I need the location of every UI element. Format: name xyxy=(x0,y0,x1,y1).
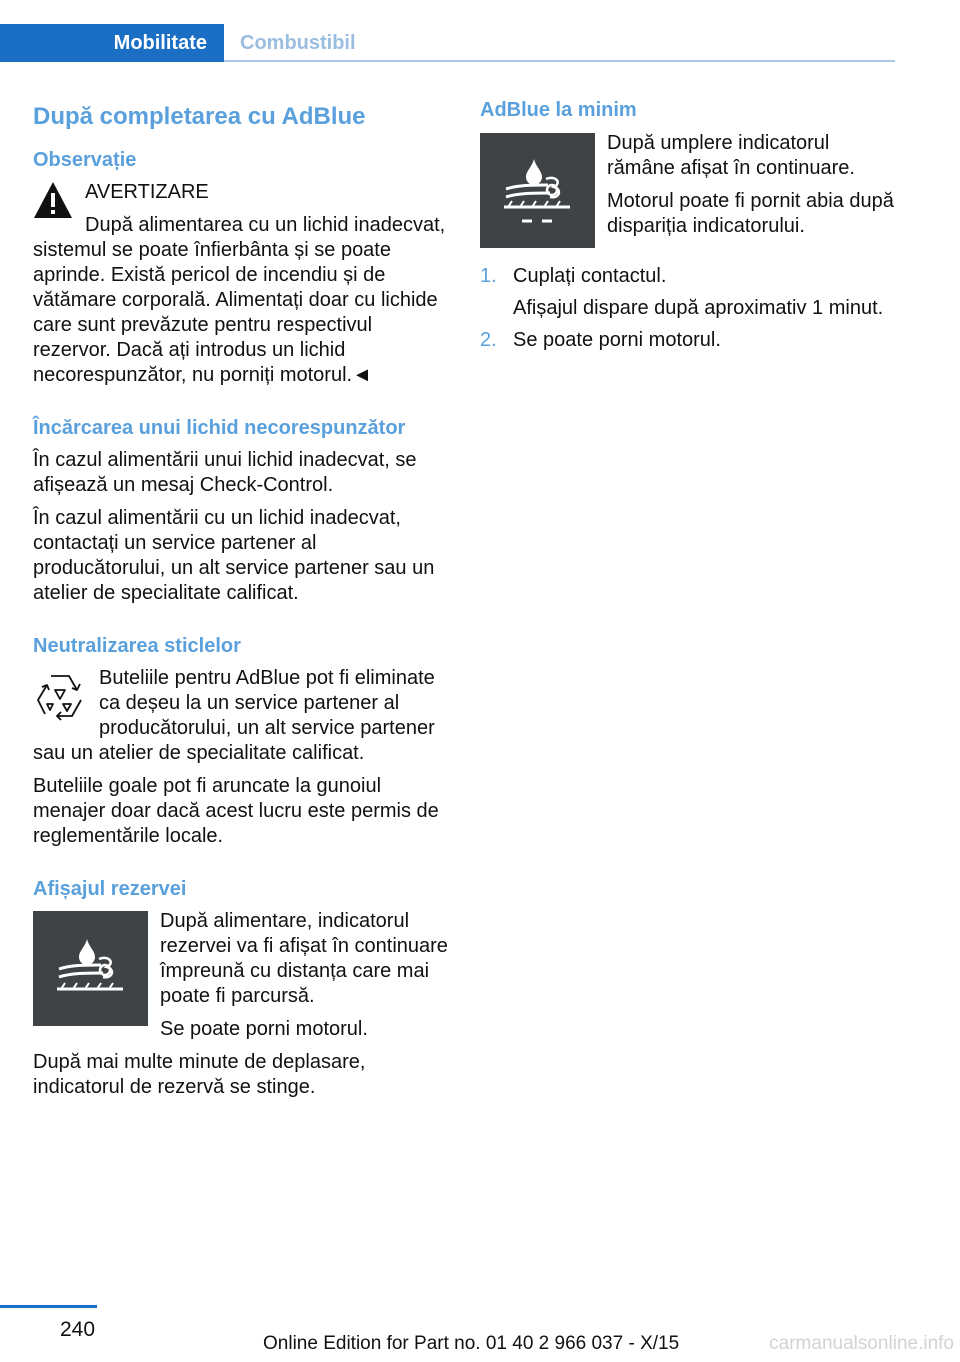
bottles-text-2: Buteliile goale pot fi aruncate la gunoiul menajer doar dacă acest lucru este permis de reglementările locale. xyxy=(33,775,439,847)
observation-heading: Observație xyxy=(33,149,137,171)
list-item xyxy=(480,264,900,321)
right-column xyxy=(480,98,900,360)
tab-mobilitate[interactable]: Mobilitate xyxy=(0,24,224,62)
adblue-min-text-2: Motorul poate fi pornit abia după dispariția indicatorului. xyxy=(607,190,894,237)
wrong-liquid-text-1: În cazul alimentării unui lichid inadecvat, se afișează un mesaj Check-Control. xyxy=(33,449,417,496)
adblue-min-heading: AdBlue la minim xyxy=(480,99,637,121)
recycle-icon xyxy=(33,670,87,724)
warning-text: După alimentarea cu un lichid inadecvat, sistemul se poate înfierbânta și se poate aprinde. Există pericol de incendiu și de vătămare corporală. Alimentați doar cu lichide care sunt prevăzute pentru respectivul rezervor. Dacă ați introdus un lichid necorespunzător, nu porniți motorul.◄ xyxy=(33,214,446,386)
step-number: 2. xyxy=(480,329,497,351)
footer-divider xyxy=(0,1305,97,1308)
reserve-heading: Afișajul rezervei xyxy=(33,878,187,900)
step-text: Cuplați contactul. xyxy=(513,265,667,287)
step-number: 1. xyxy=(480,265,497,287)
adblue-indicator-icon xyxy=(498,151,578,231)
watermark: carmanualsonline.info xyxy=(769,1333,954,1354)
reserve-text-2: Se poate porni motorul. xyxy=(160,1018,368,1040)
wrong-liquid-heading: Încărcarea unui lichid necorespunzător xyxy=(33,417,406,439)
top-navigation xyxy=(0,0,960,64)
steps-list xyxy=(480,264,900,353)
bottles-text-1: Buteliile pentru AdBlue pot fi eliminate ca deșeu la un service partener al producătorului, un alt service partener sau un atelier de specialitate calificat. xyxy=(33,667,435,764)
adblue-min-text-1: După umplere indicatorul rămâne afișat în continuare. xyxy=(607,132,855,179)
warning-icon xyxy=(33,180,73,220)
warning-label: AVERTIZARE xyxy=(85,181,209,203)
page-number: 240 xyxy=(60,1318,96,1341)
reserve-text-1: După alimentare, indicatorul rezervei va fi afișat în continuare împreună cu distanța care mai poate fi parcursă. xyxy=(160,910,448,1007)
adblue-min-indicator-panel xyxy=(480,133,595,248)
edition-text: Online Edition for Part no. 01 40 2 966 037 - X/15 xyxy=(263,1333,680,1354)
reserve-text-3: După mai multe minute de deplasare, indicatorul de rezervă se stinge. xyxy=(33,1051,366,1098)
adblue-indicator-icon xyxy=(51,929,131,1009)
wrong-liquid-text-2: În cazul alimentării cu un lichid inadecvat, contactați un service partener al producătorului, un alt service partener sau un atelier de specialitate calificat. xyxy=(33,507,435,604)
bottles-heading: Neutralizarea sticlelor xyxy=(33,635,241,657)
step-subtext: Afișajul dispare după aproximativ 1 minut. xyxy=(513,297,884,319)
header-divider xyxy=(224,60,895,62)
left-column xyxy=(33,98,453,1108)
list-item xyxy=(480,328,900,353)
adblue-reserve-indicator-panel xyxy=(33,911,148,1026)
section-title: După completarea cu AdBlue xyxy=(33,103,366,130)
step-text: Se poate porni motorul. xyxy=(513,329,721,351)
tab-combustibil[interactable]: Combustibil xyxy=(240,31,356,54)
